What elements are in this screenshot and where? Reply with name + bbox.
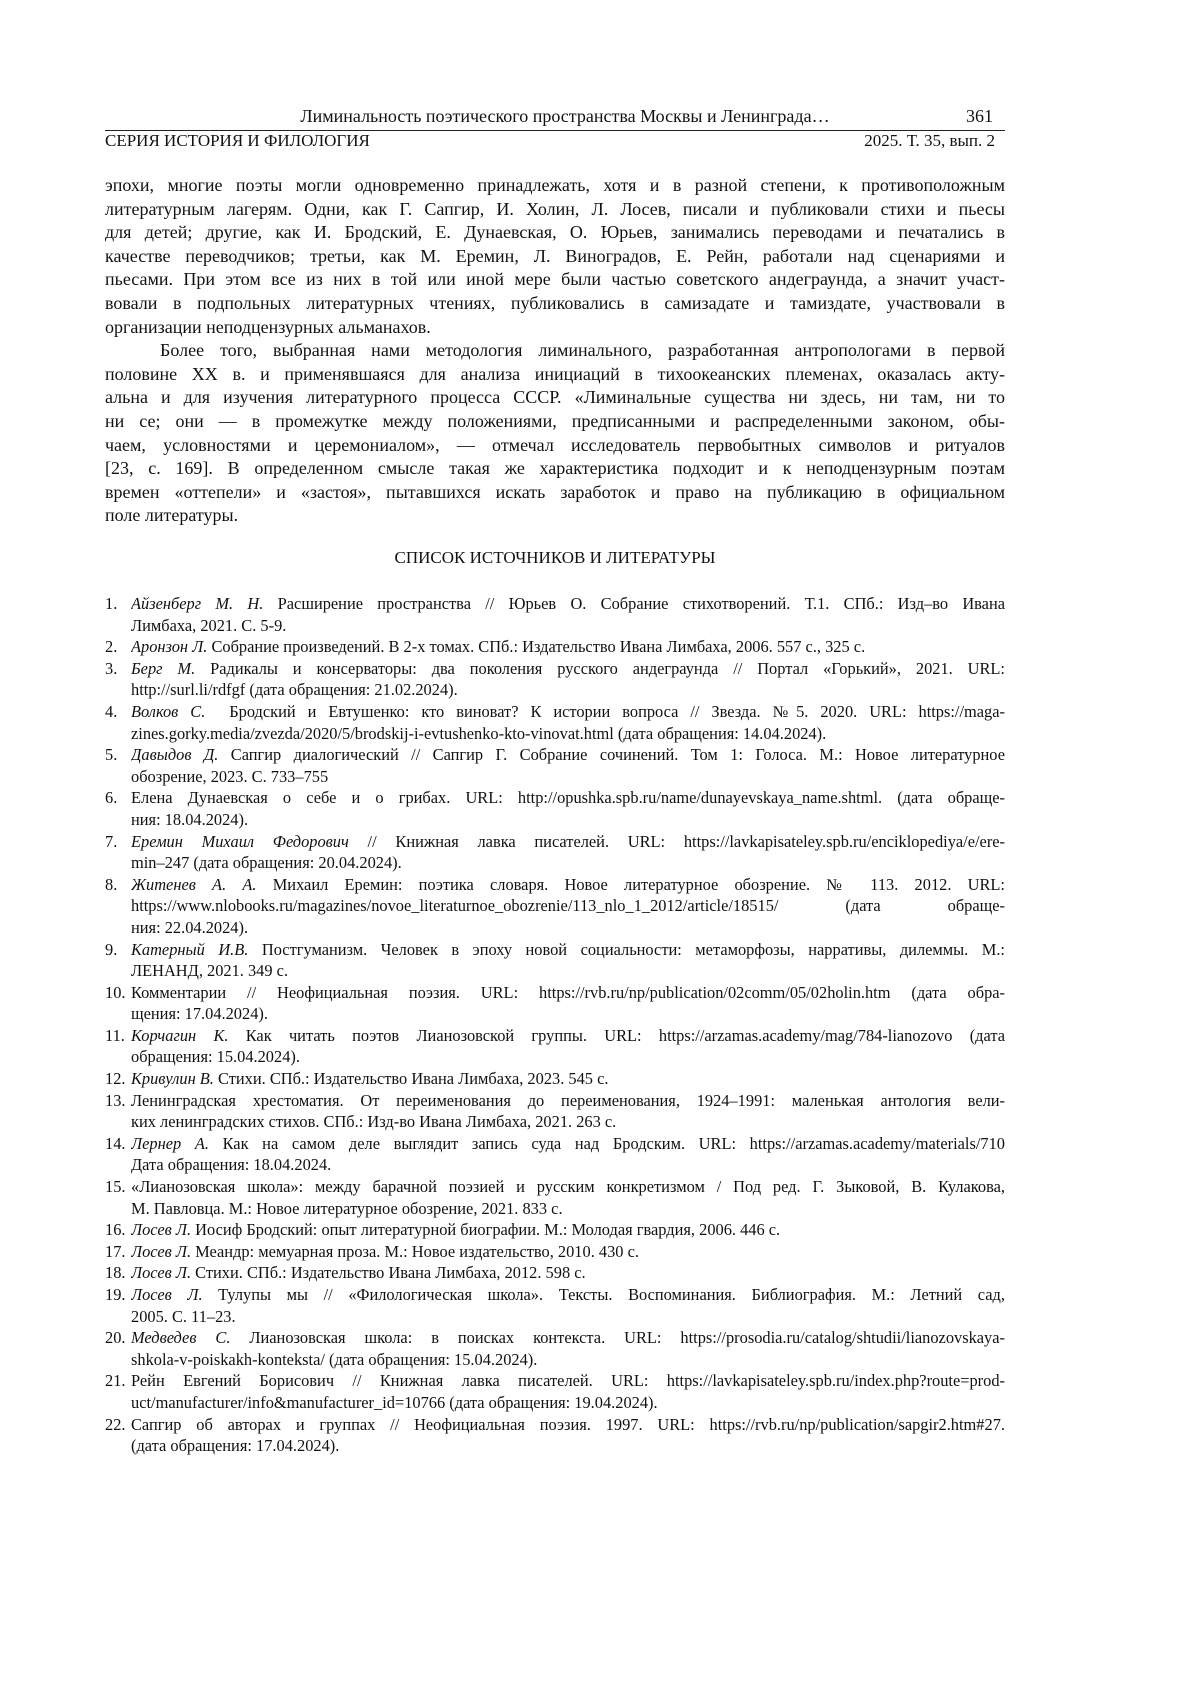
reference-line bbox=[131, 1219, 1005, 1241]
reference-text: Сапгир диалогический // Сапгир Г. Собрание сочинений. Том 1: Голоса. М.: Новое литературное bbox=[218, 745, 1005, 765]
reference-line bbox=[131, 1414, 1005, 1436]
reference-line bbox=[131, 982, 1005, 1004]
reference-number: 13. bbox=[105, 1090, 126, 1110]
reference-text: Расширение пространства // Юрьев О. Собрание стихотворений. Т.1. СПб.: Изд–во Ивана bbox=[263, 594, 1005, 613]
text-line: Более того, выбранная нами методология лиминального, разработанная антропологами в первой bbox=[160, 340, 1005, 361]
text-line: литературным лагерям. Одни, как Г. Сапгир, И. Холин, Л. Лосев, писали и публиковали стихи и пьесы bbox=[105, 198, 1005, 219]
reference-author: Лосев Л. bbox=[131, 1263, 192, 1283]
reference-number: 3. bbox=[105, 658, 118, 678]
reference-number: 4. bbox=[105, 701, 118, 721]
reference-text: 2005. С. 11–23. bbox=[131, 1306, 236, 1326]
reference-text: min–247 (дата обращения: 20.04.2024). bbox=[131, 853, 402, 873]
reference-number: 22. bbox=[105, 1414, 126, 1434]
reference-line bbox=[131, 874, 1005, 896]
text-line: для детей; другие, как И. Бродский, Е. Дунаевская, О. Юрьев, занимались переводами и печатались в bbox=[105, 222, 1005, 243]
reference-author: Корчагин К. bbox=[131, 1025, 229, 1045]
reference-line bbox=[131, 1176, 1005, 1198]
reference-number: 21. bbox=[105, 1371, 126, 1391]
reference-item bbox=[105, 1414, 1005, 1457]
reference-item bbox=[105, 744, 1005, 787]
reference-text: Собрание произведений. В 2-х томах. СПб.: Издательство Ивана Лимбаха, 2006. 557 с., 325 с. bbox=[207, 637, 866, 657]
reference-text: Лианозовская школа: в поисках контекста. URL: https://prosodia.ru/catalog/shtudii/lianozovskaya- bbox=[230, 1328, 1005, 1348]
reference-author: Лосев Л. bbox=[131, 1285, 203, 1304]
reference-line bbox=[131, 744, 1005, 766]
reference-author: Лернер А. bbox=[131, 1133, 209, 1153]
reference-text: uct/manufacturer/info&manufacturer_id=10766 (дата обращения: 19.04.2024). bbox=[131, 1392, 658, 1412]
reference-text: «Лианозовская школа»: между барачной поэзией и русским конкретизмом / Под ред. Г. Зыковой, В. Кулакова, bbox=[131, 1177, 1005, 1197]
reference-number: 14. bbox=[105, 1133, 126, 1153]
reference-line bbox=[131, 1306, 1005, 1328]
reference-line bbox=[131, 766, 1005, 788]
reference-text: Дата обращения: 18.04.2024. bbox=[131, 1155, 332, 1175]
reference-item bbox=[105, 1133, 1005, 1176]
reference-author: Волков С. bbox=[131, 701, 206, 721]
reference-text: http://surl.li/rdfgf (дата обращения: 21.02.2024). bbox=[131, 680, 458, 700]
reference-line bbox=[131, 1133, 1005, 1155]
reference-text: shkola-v-poiskakh-konteksta/ (дата обращения: 15.04.2024). bbox=[131, 1349, 538, 1369]
reference-line bbox=[131, 1154, 1005, 1176]
issue-info: 2025. Т. 35, вып. 2 bbox=[864, 131, 995, 150]
reference-item bbox=[105, 1068, 1005, 1090]
reference-item bbox=[105, 939, 1005, 982]
reference-item bbox=[105, 1176, 1005, 1219]
text-line: вовали в подпольных литературных чтениях, публиковались в самизадате и тамиздате, участвовали в bbox=[105, 292, 1005, 313]
reference-line bbox=[131, 593, 1005, 615]
reference-number: 11. bbox=[105, 1025, 125, 1045]
reference-text: Рейн Евгений Борисович // Книжная лавка писателей. URL: https://lavkapisateley.spb.ru/index.php?route=prod- bbox=[131, 1371, 1005, 1391]
reference-item bbox=[105, 874, 1005, 939]
reference-number: 7. bbox=[105, 831, 118, 851]
reference-text: Михаил Еремин: поэтика словаря. Новое литературное обозрение. № 113. 2012. URL: bbox=[256, 874, 1005, 894]
reference-line bbox=[131, 917, 1005, 939]
reference-text: Елена Дунаевская о себе и о грибах. URL: http://opushka.spb.ru/name/dunayevskaya_name.shtml. (дата обраще- bbox=[131, 788, 1005, 808]
reference-number: 17. bbox=[105, 1241, 126, 1261]
reference-line bbox=[131, 1003, 1005, 1025]
reference-line bbox=[131, 960, 1005, 982]
reference-text: Лимбаха, 2021. С. 5-9. bbox=[131, 615, 287, 635]
reference-item bbox=[105, 636, 1005, 658]
reference-line bbox=[131, 1435, 1005, 1457]
reference-author: Берг М. bbox=[131, 658, 196, 678]
reference-author: Аронзон Л. bbox=[131, 637, 208, 657]
paragraph bbox=[105, 339, 1005, 528]
text-line: ни се; они — в промежутке между положениями, предписанными и распределенными законом, обы- bbox=[105, 410, 1005, 431]
reference-line bbox=[131, 1046, 1005, 1068]
reference-author: Кривулин В. bbox=[131, 1069, 214, 1089]
reference-text: Сапгир об авторах и группах // Неофициальная поэзия. 1997. URL: https://rvb.ru/np/publication/sapgir2.htm#27. bbox=[131, 1414, 1005, 1434]
reference-line bbox=[131, 679, 1005, 701]
reference-item bbox=[105, 658, 1005, 701]
reference-item bbox=[105, 1241, 1005, 1263]
reference-author: Айзенберг М. Н. bbox=[131, 594, 264, 613]
reference-line bbox=[131, 895, 1005, 917]
reference-text: Бродский и Евтушенко: кто виноват? К истории вопроса // Звезда. №5. 2020. URL: https://maga- bbox=[205, 701, 1005, 721]
text-line: организации неподцензурных альманахов. bbox=[105, 316, 431, 337]
reference-item bbox=[105, 1284, 1005, 1327]
references-heading: СПИСОК ИСТОЧНИКОВ И ЛИТЕРАТУРЫ bbox=[394, 548, 716, 567]
reference-text: Радикалы и консерваторы: два поколения русского андеграунда // Портал «Горький», 2021. URL: bbox=[195, 658, 1005, 678]
running-title: Лиминальность поэтического пространства Москвы и Ленинграда… bbox=[300, 106, 830, 126]
reference-item bbox=[105, 1090, 1005, 1133]
reference-text: Стихи. СПб.: Издательство Ивана Лимбаха, 2012. 598 с. bbox=[191, 1263, 586, 1283]
reference-line bbox=[131, 831, 1005, 853]
reference-item bbox=[105, 701, 1005, 744]
reference-line bbox=[131, 1241, 1005, 1263]
page-number: 361 bbox=[966, 106, 993, 126]
reference-text: Тулупы мы // «Филологическая школа». Тексты. Воспоминания. Библиография. М.: Летний сад, bbox=[202, 1285, 1005, 1304]
reference-line bbox=[131, 1111, 1005, 1133]
reference-line bbox=[131, 636, 1005, 658]
reference-author: Давыдов Д. bbox=[131, 745, 219, 765]
reference-author: Лосев Л. bbox=[131, 1241, 192, 1261]
text-line: качестве переводчиков; третьи, как М. Еремин, Л. Виноградов, Е. Рейн, работали над сценариями и bbox=[105, 245, 1005, 266]
reference-author: Житенев А. А. bbox=[131, 874, 257, 894]
reference-author: Лосев Л. bbox=[131, 1220, 192, 1240]
reference-number: 15. bbox=[105, 1177, 126, 1197]
reference-text: zines.gorky.media/zvezda/2020/5/brodskij-i-evtushenko-kto-vinovat.html (дата обращения: 14.04.2024). bbox=[131, 723, 827, 743]
text-line: чаем, условностями и церемониалом», — отмечал исследователь первобытных символов и ритуалов bbox=[105, 434, 1005, 455]
running-header bbox=[105, 106, 1005, 130]
reference-text: (дата обращения: 17.04.2024). bbox=[131, 1436, 340, 1456]
text-line: времен «оттепели» и «застоя», пытавшихся искать заработок и право на публикацию в официальном bbox=[105, 481, 1005, 502]
text-line: поле литературы. bbox=[105, 505, 239, 526]
reference-line bbox=[131, 723, 1005, 745]
body-text bbox=[105, 174, 1005, 528]
reference-text: ния: 22.04.2024). bbox=[131, 917, 249, 937]
reference-text: обозрение, 2023. С. 733–755 bbox=[131, 766, 329, 786]
reference-line bbox=[131, 1284, 1005, 1306]
reference-number: 12. bbox=[105, 1069, 126, 1089]
reference-number: 20. bbox=[105, 1328, 126, 1348]
reference-line bbox=[131, 1349, 1005, 1371]
text-line: пьесами. При этом все из них в той или иной мере были частью советского андеграунда, а значит участ- bbox=[105, 269, 1005, 290]
reference-text: Иосиф Бродский: опыт литературной биографии. М.: Молодая гвардия, 2006. 446 с. bbox=[191, 1220, 781, 1240]
reference-line bbox=[131, 939, 1005, 961]
reference-line bbox=[131, 1370, 1005, 1392]
reference-line bbox=[131, 787, 1005, 809]
paragraph bbox=[105, 174, 1005, 339]
reference-line bbox=[131, 1198, 1005, 1220]
reference-text: https://www.nlobooks.ru/magazines/novoe_literaturnoe_obozrenie/113_nlo_1_2012/article/18515/ (дата обраще- bbox=[131, 896, 1005, 916]
reference-text: щения: 17.04.2024). bbox=[131, 1004, 268, 1024]
reference-item bbox=[105, 982, 1005, 1025]
reference-item bbox=[105, 1262, 1005, 1284]
reference-text: Как на самом деле выглядит запись суда над Бродским. URL: https://arzamas.academy/materials/710 bbox=[208, 1133, 1005, 1153]
text-line: эпохи, многие поэты могли одновременно принадлежать, хотя и в разной степени, к противоположным bbox=[105, 175, 1005, 195]
reference-item bbox=[105, 831, 1005, 874]
reference-line bbox=[131, 1090, 1005, 1112]
reference-line bbox=[131, 852, 1005, 874]
reference-number: 10. bbox=[105, 982, 126, 1002]
reference-author: Медведев С. bbox=[131, 1328, 231, 1348]
reference-number: 19. bbox=[105, 1285, 126, 1304]
reference-line bbox=[131, 658, 1005, 680]
reference-item bbox=[105, 1370, 1005, 1413]
reference-text: Постгуманизм. Человек в эпоху новой социальности: метаморфозы, нарративы, дилеммы. М.: bbox=[248, 939, 1005, 959]
text-line: [23, с. 169]. В определенном смысле такая же характеристика подходит и к неподцензурным поэтам bbox=[105, 458, 1005, 479]
reference-number: 5. bbox=[105, 745, 118, 765]
text-line: половине XX в. и применявшаяся для анализа инициаций в тихоокеанских племенах, оказалась акту- bbox=[105, 363, 1005, 384]
reference-item bbox=[105, 787, 1005, 830]
reference-text: // Книжная лавка писателей. URL: https://lavkapisateley.spb.ru/enciklopediya/e/ere- bbox=[348, 831, 1005, 851]
reference-line bbox=[131, 809, 1005, 831]
reference-text: ких ленинградских стихов. СПб.: Изд-во Ивана Лимбаха, 2021. 263 с. bbox=[131, 1112, 617, 1132]
reference-text: Стихи. СПб.: Издательство Ивана Лимбаха, 2023. 545 с. bbox=[213, 1069, 609, 1089]
reference-line bbox=[131, 701, 1005, 723]
reference-author: Еремин Михаил Федорович bbox=[131, 831, 349, 851]
reference-number: 18. bbox=[105, 1263, 126, 1283]
reference-number: 2. bbox=[105, 637, 118, 657]
reference-text: Комментарии // Неофициальная поэзия. URL: https://rvb.ru/np/publication/02comm/05/02holin.htm (дата обра- bbox=[131, 982, 1005, 1002]
reference-line bbox=[131, 1025, 1005, 1047]
reference-item bbox=[105, 1025, 1005, 1068]
reference-text: Как читать поэтов Лианозовской группы. URL: https://arzamas.academy/mag/784-lianozovo (дата bbox=[228, 1025, 1005, 1045]
reference-text: ЛЕНАНД, 2021. 349 с. bbox=[131, 961, 289, 981]
series-title: СЕРИЯ ИСТОРИЯ И ФИЛОЛОГИЯ bbox=[105, 131, 370, 150]
reference-number: 8. bbox=[105, 874, 118, 894]
reference-line bbox=[131, 1262, 1005, 1284]
reference-line bbox=[131, 1327, 1005, 1349]
reference-text: Меандр: мемуарная проза. М.: Новое издательство, 2010. 430 с. bbox=[191, 1241, 639, 1261]
reference-number: 6. bbox=[105, 788, 118, 808]
text-line: альна и для изучения литературного процесса СССР. «Лиминальные существа ни здесь, ни там, ни то bbox=[105, 387, 1005, 408]
reference-author: Катерный И.В. bbox=[131, 939, 249, 959]
reference-text: М. Павловца. М.: Новое литературное обозрение, 2021. 833 с. bbox=[131, 1198, 563, 1218]
reference-number: 9. bbox=[105, 939, 118, 959]
reference-text: обращения: 15.04.2024). bbox=[131, 1047, 300, 1067]
reference-number: 1. bbox=[105, 594, 118, 613]
references-list bbox=[105, 593, 1005, 1457]
reference-item bbox=[105, 1219, 1005, 1241]
reference-number: 16. bbox=[105, 1220, 126, 1240]
reference-text: Ленинградская хрестоматия. От переименования до переименования, 1924–1991: маленькая антология вели- bbox=[131, 1090, 1005, 1110]
reference-item bbox=[105, 593, 1005, 636]
reference-line bbox=[131, 615, 1005, 637]
reference-text: ния: 18.04.2024). bbox=[131, 809, 249, 829]
reference-line bbox=[131, 1392, 1005, 1414]
reference-item bbox=[105, 1327, 1005, 1370]
reference-line bbox=[131, 1068, 1005, 1090]
